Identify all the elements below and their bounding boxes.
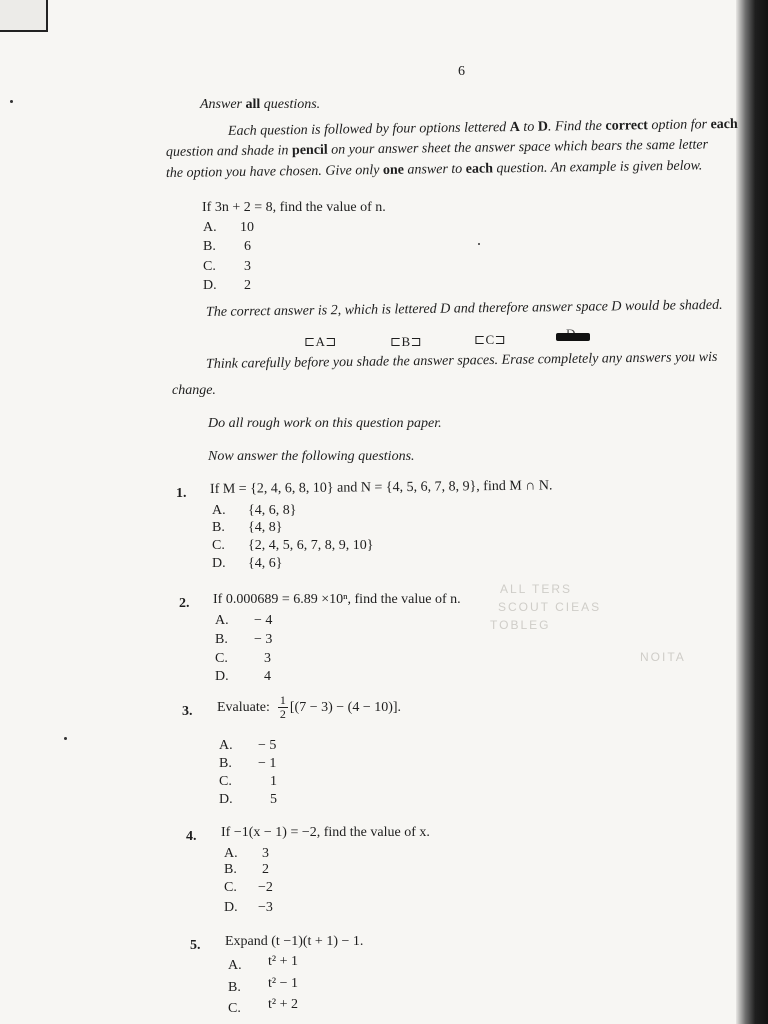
question-number: 5. (190, 938, 201, 953)
option-value: {4, 6, 8} (248, 503, 297, 518)
speck (10, 100, 13, 103)
option-letter: B. (224, 862, 237, 877)
ghost-text: SCOUT CIEAS (498, 600, 602, 614)
option-value: − 5 (258, 738, 277, 753)
option-letter: C. (212, 538, 225, 553)
instructions-line-3: the option you have chosen. Give only one answer to each question. An example is given below. (165, 158, 703, 181)
fraction-denominator: 2 (279, 707, 286, 721)
option-letter: D. (212, 556, 226, 571)
answer-bubble-b: ⊏B⊐ (390, 334, 423, 349)
answer-bubble-d-shaded (556, 333, 590, 341)
option-letter: A. (228, 958, 242, 973)
question-text: If M = {2, 4, 6, 8, 10} and N = {4, 5, 6, 7, 8, 9}, find M ∩ N. (209, 478, 553, 497)
ghost-text: NOITA (640, 650, 686, 664)
option-letter: D. (219, 792, 233, 807)
option-value: t² − 1 (268, 976, 298, 991)
speck (64, 737, 67, 740)
example-option-value: 2 (244, 278, 251, 293)
option-letter: B. (215, 632, 228, 647)
option-letter: A. (224, 846, 238, 861)
answer-bubble-a: ⊏A⊐ (304, 334, 337, 349)
question-text (217, 694, 401, 721)
think-note-cont: change. (172, 383, 216, 398)
option-value: 3 (264, 651, 271, 666)
option-value: 5 (270, 792, 277, 807)
option-letter: B. (228, 980, 241, 995)
option-letter: D. (215, 669, 229, 684)
example-option-value: 6 (244, 239, 251, 254)
question-text: Expand (t −1)(t + 1) − 1. (225, 934, 364, 949)
option-value: 4 (264, 669, 271, 684)
example-option-letter: B. (203, 239, 216, 254)
instructions-line-1: Each question is followed by four options lettered A to D. Find the correct option for each (227, 116, 738, 139)
think-note: Think carefully before you shade the answer spaces. Erase completely any answers you wis (205, 349, 718, 372)
example-option-letter: D. (203, 278, 217, 293)
option-value: − 4 (254, 613, 273, 628)
option-letter: C. (224, 880, 237, 895)
example-option-letter: A. (203, 220, 217, 235)
option-value: {4, 8} (248, 520, 283, 535)
option-value: −3 (258, 900, 273, 915)
fraction-numerator: 1 (279, 693, 286, 707)
question-number: 2. (179, 596, 190, 611)
option-letter: A. (215, 613, 229, 628)
option-letter: B. (219, 756, 232, 771)
option-value: 2 (262, 862, 269, 877)
instructions-heading: Answer all questions. (200, 97, 321, 112)
question-number: 3. (182, 704, 193, 719)
example-option-value: 10 (240, 220, 254, 235)
example-question: If 3n + 2 = 8, find the value of n. (202, 200, 386, 215)
page-number: 6 (458, 64, 465, 79)
answer-bubble-c: ⊏C⊐ (474, 332, 507, 347)
option-letter: B. (212, 520, 225, 535)
now-answer-note: Now answer the following questions. (208, 449, 415, 464)
option-letter: C. (219, 774, 232, 789)
option-value: t² + 1 (268, 954, 298, 969)
page-edge-shadow (736, 0, 768, 1024)
example-option-value: 3 (244, 259, 251, 274)
option-value: 1 (270, 774, 277, 789)
question-text: If 0.000689 = 6.89 ×10ⁿ, find the value of n. (213, 592, 461, 607)
question-number: 1. (176, 486, 187, 501)
option-value: t² + 2 (268, 997, 298, 1012)
option-letter: C. (215, 651, 228, 666)
question-text: If −1(x − 1) = −2, find the value of x. (221, 825, 430, 840)
speck (478, 243, 480, 245)
option-letter: A. (219, 738, 233, 753)
option-letter: D. (224, 900, 238, 915)
page-corner-mark (0, 0, 48, 32)
example-explanation: The correct answer is 2, which is lettered D and therefore answer space D would be shaded. (205, 297, 723, 320)
question-suffix: [(7 − 3) − (4 − 10)]. (289, 699, 402, 715)
question-number: 4. (186, 829, 197, 844)
rough-work-note: Do all rough work on this question paper. (208, 416, 442, 431)
option-value: {4, 6} (248, 556, 283, 571)
ghost-text: TOBLEG (490, 618, 551, 632)
example-option-letter: C. (203, 259, 216, 274)
option-value: − 1 (258, 756, 277, 771)
option-value: −2 (258, 880, 273, 895)
option-letter: A. (212, 503, 226, 518)
option-value: 3 (262, 846, 269, 861)
ghost-text: ALL TERS (500, 582, 573, 596)
option-value: − 3 (254, 632, 273, 647)
option-letter: C. (228, 1001, 241, 1016)
question-prefix: Evaluate: (217, 699, 270, 715)
option-value: {2, 4, 5, 6, 7, 8, 9, 10} (248, 538, 374, 553)
fraction (278, 694, 288, 721)
instructions-line-2: question and shade in pencil on your answer sheet the answer space which bears the same letter (165, 137, 709, 160)
